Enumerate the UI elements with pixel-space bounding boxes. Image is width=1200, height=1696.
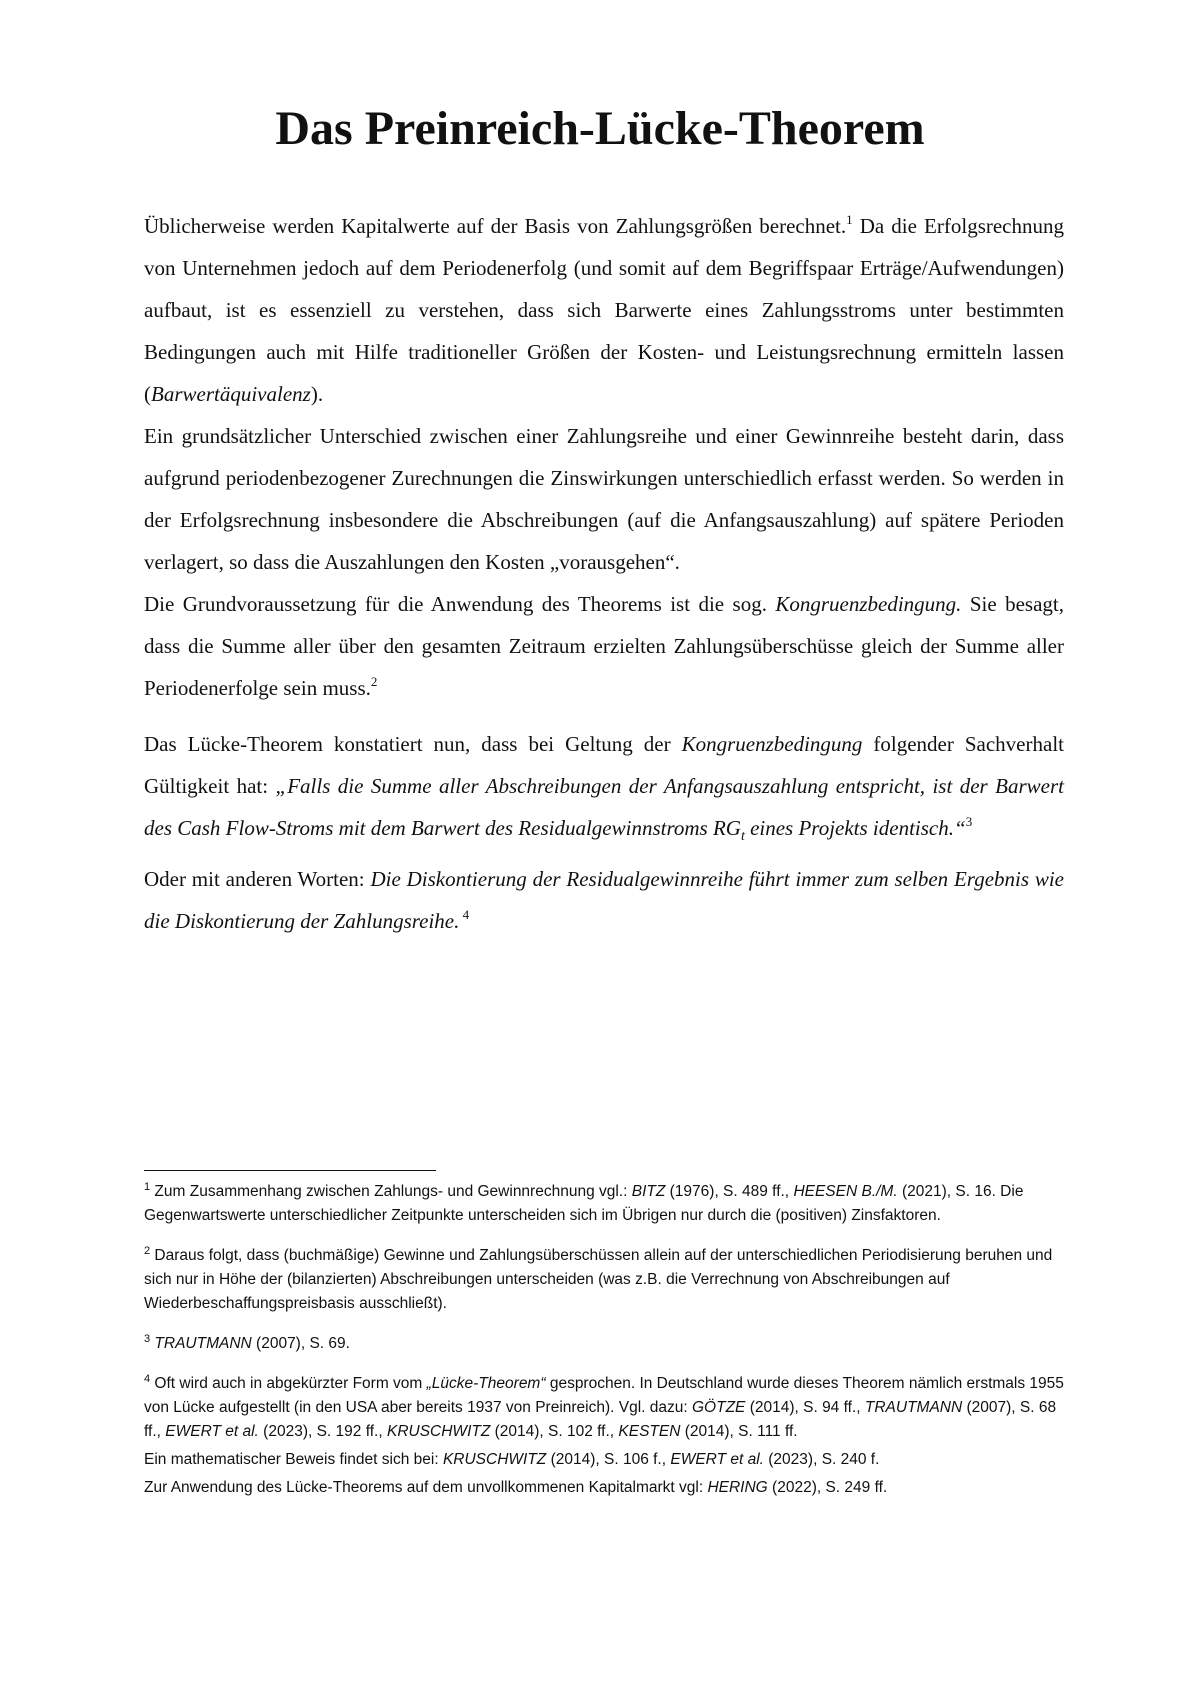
footnote-3: $^3$ TRAUTMANN (2007), S. 69. bbox=[144, 1333, 350, 1352]
footnote-4-application: Zur Anwendung des Lücke-Theorems auf dem unvollkommenen Kapitalmarkt vgl: HERING (2022), S. 249 ff. bbox=[144, 1479, 888, 1496]
paragraph-1: Üblicherweise werden Kapitalwerte auf der Basis von Zahlungsgrößen berechnet.$^1$ Da die Erfolgsrechnung von Unternehmen jedoch auf dem Periodenerfolg (und somit auf dem Begriffspaar Erträge/Aufwendungen) aufbaut, ist es essenziell zu verstehen, dass sich Barwerte eines Zahlungsstroms unter bestimmten Bedingungen auch mit Hilfe traditioneller Größen der Kosten- und Leistungsrechnung ermitteln lassen (Barwertäquivalenz). bbox=[144, 212, 1064, 406]
footnote-ref-3[interactable]: 3 bbox=[965, 814, 973, 829]
footnote-2: $^2$ Daraus folgt, dass (buchmäßige) Gewinne und Zahlungsüberschüssen allein auf der unterschiedlichen Periodisierung beruhen und sich nur in Höhe der (bilanzierten) Abschreibungen unterscheiden (was z.B. die Verrechnung von Abschreibungen auf Wiederbeschaffungspreisbasis ausschließt). bbox=[144, 1245, 1053, 1312]
page-title: Das Preinreich-Lücke-Theorem bbox=[275, 102, 925, 155]
footnotes bbox=[144, 1180, 1064, 1504]
paragraph-4: Das Lücke-Theorem konstatiert nun, dass bei Geltung der Kongruenzbedingung folgender Sachverhalt Gültigkeit hat: „Falls die Summe aller Abschreibungen der Anfangsauszahlung entspricht, ist der Barwert des Cash Flow-Stroms mit dem Barwert des Residualgewinnstroms $RG_t$ eines Projekts identisch.“$^3$ bbox=[144, 732, 1064, 845]
paragraph-3: Die Grundvoraussetzung für die Anwendung des Theorems ist die sog. Kongruenzbedingung. Sie besagt, dass die Summe aller über den gesamten Zeitraum erzielten Zahlungsüberschüsse gleich der Summe aller Periodenerfolge sein muss.$^2$ bbox=[144, 592, 1064, 700]
paragraph-2: Ein grundsätzlicher Unterschied zwischen einer Zahlungsreihe und einer Gewinnreihe besteht darin, dass aufgrund periodenbezogener Zurechnungen die Zinswirkungen unterschiedlich erfasst werden. So werden in der Erfolgsrechnung insbesondere die Abschreibungen (auf die Anfangsauszahlung) auf spätere Perioden verlagert, so dass die Auszahlungen den Kosten „vorausgehen“. bbox=[144, 424, 1064, 574]
footnote-4-proof: Ein mathematischer Beweis findet sich bei: KRUSCHWITZ (2014), S. 106 f., EWERT et al. (2023), S. 240 f. bbox=[144, 1451, 880, 1468]
footnote-ref-1[interactable]: 1 bbox=[846, 212, 853, 227]
footnote-1: $^1$ Zum Zusammenhang zwischen Zahlungs- und Gewinnrechnung vgl.: BITZ (1976), S. 489 ff., HEESEN B./M. (2021), S. 16. Die Gegenwartswerte unterschiedlicher Zeitpunkte unterscheiden sich im Übrigen nur durch die (positiven) Zinsfaktoren. bbox=[144, 1181, 1024, 1224]
paragraph-5: Oder mit anderen Worten: Die Diskontierung der Residualgewinnreihe führt immer zum selben Ergebnis wie die Diskontierung der Zahlungsreihe. $^4$ bbox=[144, 867, 1064, 934]
body-text bbox=[144, 205, 1064, 942]
footnote-separator bbox=[144, 1170, 436, 1171]
footnote-4: $^4$ Oft wird auch in abgekürzter Form vom „Lücke-Theorem“ gesprochen. In Deutschland wurde dieses Theorem nämlich erstmals 1955 von Lücke aufgestellt (in den USA aber bereits 1937 von Preinreich). Vgl. dazu: GÖTZE (2014), S. 94 ff., TRAUTMANN (2007), S. 68 ff., EWERT et al. (2023), S. 192 ff., KRUSCHWITZ (2014), S. 102 ff., KESTEN (2014), S. 111 ff. bbox=[144, 1373, 1064, 1440]
footnote-ref-2[interactable]: 2 bbox=[370, 674, 378, 689]
footnote-ref-4[interactable]: 4 bbox=[459, 907, 470, 923]
